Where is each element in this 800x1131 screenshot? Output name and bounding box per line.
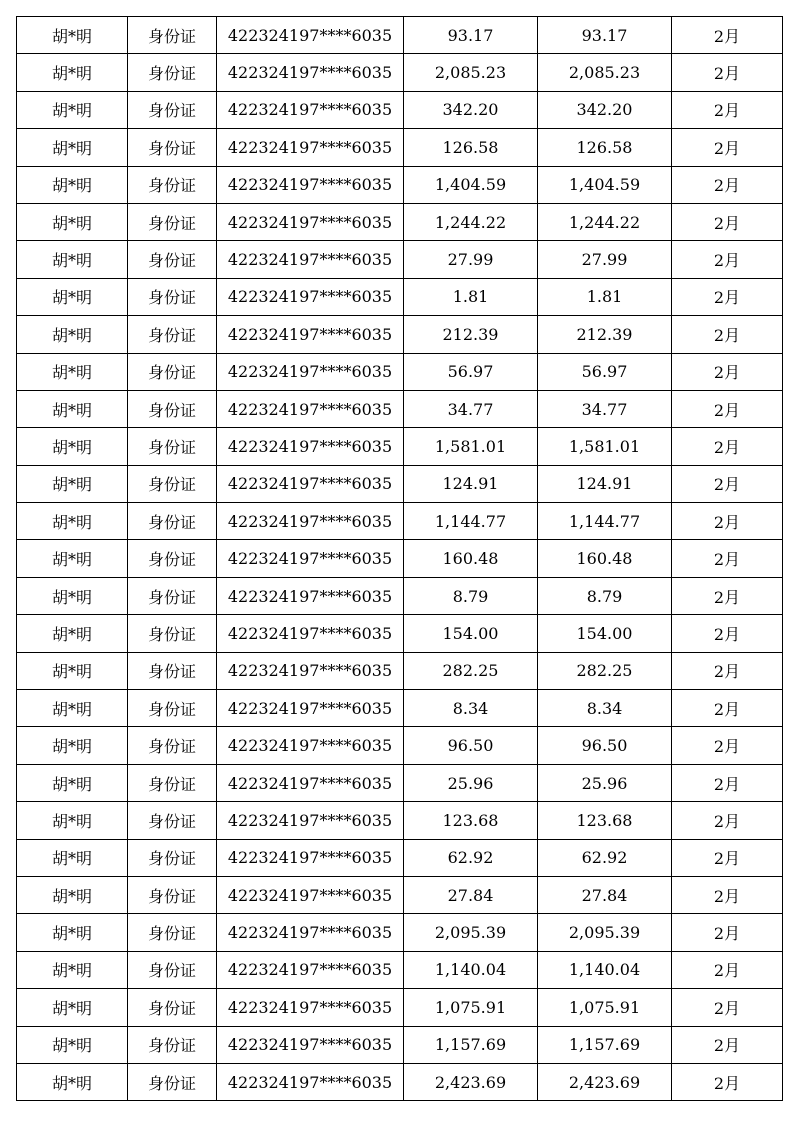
month-cell: 2月 [672, 914, 783, 951]
id-type-cell: 身份证 [128, 615, 217, 652]
table-row [17, 839, 783, 876]
table-row [17, 1063, 783, 1100]
name-cell: 胡*明 [17, 876, 128, 913]
amount-cell: 282.25 [404, 652, 538, 689]
id-type-cell: 身份证 [128, 428, 217, 465]
id-type-cell: 身份证 [128, 54, 217, 91]
month-cell: 2月 [672, 503, 783, 540]
id-type-cell: 身份证 [128, 353, 217, 390]
table-row [17, 390, 783, 427]
month-cell: 2月 [672, 390, 783, 427]
table-row [17, 764, 783, 801]
table-row [17, 540, 783, 577]
id-number-cell: 422324197****6035 [217, 839, 404, 876]
month-cell: 2月 [672, 428, 783, 465]
table-row [17, 166, 783, 203]
name-cell: 胡*明 [17, 615, 128, 652]
month-cell: 2月 [672, 316, 783, 353]
table-row [17, 989, 783, 1026]
name-cell: 胡*明 [17, 54, 128, 91]
table-row [17, 876, 783, 913]
id-type-cell: 身份证 [128, 540, 217, 577]
name-cell: 胡*明 [17, 1026, 128, 1063]
amount-cell: 1.81 [538, 278, 672, 315]
amount-cell: 2,095.39 [404, 914, 538, 951]
month-cell: 2月 [672, 1026, 783, 1063]
amount-cell: 1,144.77 [538, 503, 672, 540]
id-number-cell: 422324197****6035 [217, 1026, 404, 1063]
name-cell: 胡*明 [17, 951, 128, 988]
id-number-cell: 422324197****6035 [217, 914, 404, 951]
id-number-cell: 422324197****6035 [217, 876, 404, 913]
amount-cell: 2,423.69 [538, 1063, 672, 1100]
month-cell: 2月 [672, 615, 783, 652]
id-type-cell: 身份证 [128, 951, 217, 988]
table-row [17, 577, 783, 614]
month-cell: 2月 [672, 802, 783, 839]
amount-cell: 27.99 [538, 241, 672, 278]
id-type-cell: 身份证 [128, 91, 217, 128]
amount-cell: 160.48 [538, 540, 672, 577]
amount-cell: 212.39 [538, 316, 672, 353]
amount-cell: 25.96 [538, 764, 672, 801]
amount-cell: 1,581.01 [404, 428, 538, 465]
month-cell: 2月 [672, 465, 783, 502]
id-number-cell: 422324197****6035 [217, 727, 404, 764]
name-cell: 胡*明 [17, 428, 128, 465]
table-row [17, 203, 783, 240]
id-type-cell: 身份证 [128, 690, 217, 727]
id-number-cell: 422324197****6035 [217, 428, 404, 465]
month-cell: 2月 [672, 166, 783, 203]
id-number-cell: 422324197****6035 [217, 390, 404, 427]
name-cell: 胡*明 [17, 166, 128, 203]
amount-cell: 8.79 [538, 577, 672, 614]
id-number-cell: 422324197****6035 [217, 17, 404, 54]
amount-cell: 2,095.39 [538, 914, 672, 951]
month-cell: 2月 [672, 727, 783, 764]
table-row [17, 652, 783, 689]
amount-cell: 123.68 [404, 802, 538, 839]
name-cell: 胡*明 [17, 203, 128, 240]
id-type-cell: 身份证 [128, 129, 217, 166]
amount-cell: 1,075.91 [404, 989, 538, 1026]
name-cell: 胡*明 [17, 839, 128, 876]
table-row [17, 690, 783, 727]
amount-cell: 1,404.59 [404, 166, 538, 203]
id-type-cell: 身份证 [128, 989, 217, 1026]
id-number-cell: 422324197****6035 [217, 465, 404, 502]
id-type-cell: 身份证 [128, 241, 217, 278]
table-row [17, 278, 783, 315]
amount-cell: 154.00 [538, 615, 672, 652]
name-cell: 胡*明 [17, 17, 128, 54]
table-row [17, 727, 783, 764]
name-cell: 胡*明 [17, 914, 128, 951]
table-row [17, 503, 783, 540]
amount-cell: 342.20 [538, 91, 672, 128]
name-cell: 胡*明 [17, 690, 128, 727]
amount-cell: 1,581.01 [538, 428, 672, 465]
month-cell: 2月 [672, 278, 783, 315]
table-row [17, 316, 783, 353]
name-cell: 胡*明 [17, 503, 128, 540]
amount-cell: 62.92 [404, 839, 538, 876]
id-number-cell: 422324197****6035 [217, 129, 404, 166]
amount-cell: 1,244.22 [538, 203, 672, 240]
record-table [16, 16, 783, 1101]
name-cell: 胡*明 [17, 241, 128, 278]
id-number-cell: 422324197****6035 [217, 540, 404, 577]
id-number-cell: 422324197****6035 [217, 989, 404, 1026]
amount-cell: 25.96 [404, 764, 538, 801]
month-cell: 2月 [672, 577, 783, 614]
amount-cell: 96.50 [404, 727, 538, 764]
amount-cell: 93.17 [404, 17, 538, 54]
amount-cell: 27.84 [404, 876, 538, 913]
id-type-cell: 身份证 [128, 166, 217, 203]
id-type-cell: 身份证 [128, 1063, 217, 1100]
amount-cell: 56.97 [404, 353, 538, 390]
amount-cell: 96.50 [538, 727, 672, 764]
id-number-cell: 422324197****6035 [217, 951, 404, 988]
id-type-cell: 身份证 [128, 839, 217, 876]
document-page [16, 16, 776, 1101]
table-row [17, 615, 783, 652]
table-row [17, 241, 783, 278]
amount-cell: 56.97 [538, 353, 672, 390]
month-cell: 2月 [672, 353, 783, 390]
id-number-cell: 422324197****6035 [217, 652, 404, 689]
table-row [17, 914, 783, 951]
month-cell: 2月 [672, 951, 783, 988]
amount-cell: 8.79 [404, 577, 538, 614]
amount-cell: 1,075.91 [538, 989, 672, 1026]
name-cell: 胡*明 [17, 129, 128, 166]
table-row [17, 1026, 783, 1063]
amount-cell: 1,144.77 [404, 503, 538, 540]
amount-cell: 8.34 [404, 690, 538, 727]
id-type-cell: 身份证 [128, 390, 217, 427]
name-cell: 胡*明 [17, 577, 128, 614]
amount-cell: 8.34 [538, 690, 672, 727]
month-cell: 2月 [672, 690, 783, 727]
id-type-cell: 身份证 [128, 764, 217, 801]
amount-cell: 27.84 [538, 876, 672, 913]
table-row [17, 54, 783, 91]
id-type-cell: 身份证 [128, 203, 217, 240]
id-number-cell: 422324197****6035 [217, 203, 404, 240]
name-cell: 胡*明 [17, 1063, 128, 1100]
id-number-cell: 422324197****6035 [217, 54, 404, 91]
month-cell: 2月 [672, 17, 783, 54]
month-cell: 2月 [672, 129, 783, 166]
amount-cell: 1,404.59 [538, 166, 672, 203]
name-cell: 胡*明 [17, 465, 128, 502]
amount-cell: 2,423.69 [404, 1063, 538, 1100]
name-cell: 胡*明 [17, 764, 128, 801]
id-number-cell: 422324197****6035 [217, 166, 404, 203]
table-row [17, 428, 783, 465]
id-number-cell: 422324197****6035 [217, 278, 404, 315]
amount-cell: 154.00 [404, 615, 538, 652]
id-type-cell: 身份证 [128, 316, 217, 353]
amount-cell: 123.68 [538, 802, 672, 839]
table-row [17, 353, 783, 390]
id-type-cell: 身份证 [128, 652, 217, 689]
id-number-cell: 422324197****6035 [217, 802, 404, 839]
month-cell: 2月 [672, 876, 783, 913]
amount-cell: 126.58 [538, 129, 672, 166]
id-type-cell: 身份证 [128, 503, 217, 540]
amount-cell: 1,157.69 [404, 1026, 538, 1063]
month-cell: 2月 [672, 54, 783, 91]
month-cell: 2月 [672, 1063, 783, 1100]
id-type-cell: 身份证 [128, 465, 217, 502]
name-cell: 胡*明 [17, 989, 128, 1026]
id-type-cell: 身份证 [128, 727, 217, 764]
name-cell: 胡*明 [17, 278, 128, 315]
name-cell: 胡*明 [17, 540, 128, 577]
month-cell: 2月 [672, 203, 783, 240]
amount-cell: 1,140.04 [538, 951, 672, 988]
amount-cell: 342.20 [404, 91, 538, 128]
id-type-cell: 身份证 [128, 577, 217, 614]
id-number-cell: 422324197****6035 [217, 615, 404, 652]
amount-cell: 124.91 [404, 465, 538, 502]
id-type-cell: 身份证 [128, 802, 217, 839]
amount-cell: 212.39 [404, 316, 538, 353]
amount-cell: 27.99 [404, 241, 538, 278]
id-number-cell: 422324197****6035 [217, 1063, 404, 1100]
amount-cell: 2,085.23 [538, 54, 672, 91]
amount-cell: 1.81 [404, 278, 538, 315]
name-cell: 胡*明 [17, 802, 128, 839]
amount-cell: 160.48 [404, 540, 538, 577]
amount-cell: 62.92 [538, 839, 672, 876]
amount-cell: 93.17 [538, 17, 672, 54]
month-cell: 2月 [672, 241, 783, 278]
id-number-cell: 422324197****6035 [217, 316, 404, 353]
table-body [17, 17, 783, 1101]
name-cell: 胡*明 [17, 390, 128, 427]
id-type-cell: 身份证 [128, 278, 217, 315]
id-number-cell: 422324197****6035 [217, 91, 404, 128]
table-row [17, 129, 783, 166]
id-number-cell: 422324197****6035 [217, 241, 404, 278]
amount-cell: 282.25 [538, 652, 672, 689]
month-cell: 2月 [672, 91, 783, 128]
id-number-cell: 422324197****6035 [217, 764, 404, 801]
amount-cell: 124.91 [538, 465, 672, 502]
month-cell: 2月 [672, 652, 783, 689]
id-type-cell: 身份证 [128, 17, 217, 54]
month-cell: 2月 [672, 764, 783, 801]
name-cell: 胡*明 [17, 316, 128, 353]
amount-cell: 1,157.69 [538, 1026, 672, 1063]
name-cell: 胡*明 [17, 353, 128, 390]
month-cell: 2月 [672, 839, 783, 876]
id-type-cell: 身份证 [128, 914, 217, 951]
table-row [17, 802, 783, 839]
id-number-cell: 422324197****6035 [217, 503, 404, 540]
table-row [17, 91, 783, 128]
month-cell: 2月 [672, 540, 783, 577]
id-type-cell: 身份证 [128, 1026, 217, 1063]
id-number-cell: 422324197****6035 [217, 690, 404, 727]
month-cell: 2月 [672, 989, 783, 1026]
id-number-cell: 422324197****6035 [217, 353, 404, 390]
amount-cell: 1,140.04 [404, 951, 538, 988]
table-row [17, 465, 783, 502]
table-row [17, 17, 783, 54]
amount-cell: 34.77 [538, 390, 672, 427]
amount-cell: 2,085.23 [404, 54, 538, 91]
id-number-cell: 422324197****6035 [217, 577, 404, 614]
amount-cell: 34.77 [404, 390, 538, 427]
name-cell: 胡*明 [17, 91, 128, 128]
amount-cell: 126.58 [404, 129, 538, 166]
table-row [17, 951, 783, 988]
name-cell: 胡*明 [17, 652, 128, 689]
name-cell: 胡*明 [17, 727, 128, 764]
id-type-cell: 身份证 [128, 876, 217, 913]
amount-cell: 1,244.22 [404, 203, 538, 240]
